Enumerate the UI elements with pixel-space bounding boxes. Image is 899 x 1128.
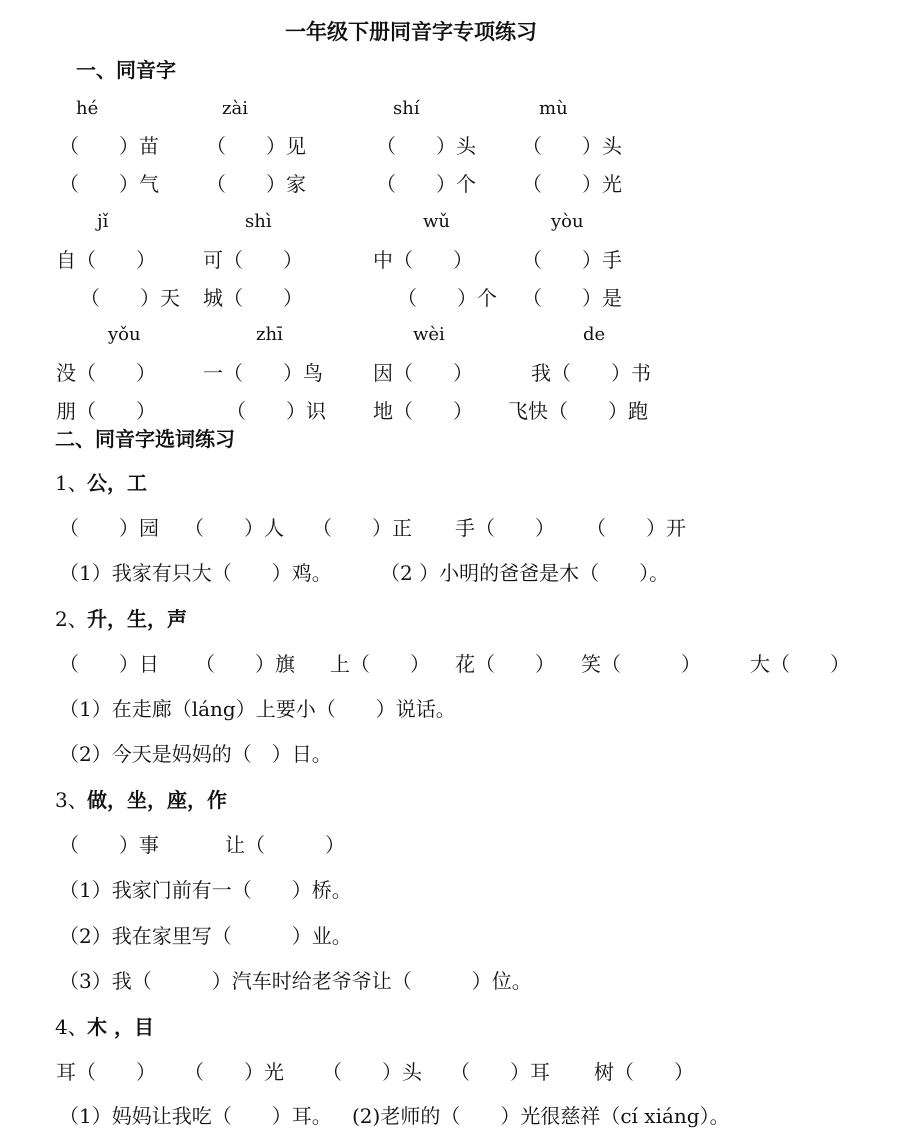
fill-blank-item: 手（ ）	[455, 516, 555, 540]
fill-blank-item: 花（ ）	[455, 652, 555, 676]
sentence: （1）我家有只大（ ）鸡。	[59, 561, 332, 585]
question-number: 3、	[55, 788, 88, 812]
fill-blank-item: （ ）园	[59, 516, 159, 540]
fill-blank-item: 城（ ）	[203, 286, 303, 310]
pinyin: shì	[245, 211, 272, 232]
sentence: （3）我（ ）汽车时给老爷爷让（ ）位。	[59, 969, 532, 993]
fill-blank-item: 我（ ）书	[531, 361, 651, 385]
fill-blank-item: （ ）耳	[450, 1060, 550, 1084]
page-title: 一年级下册同音字专项练习	[285, 20, 537, 44]
fill-blank-item: （ ）手	[522, 248, 622, 272]
sentence: （1）妈妈让我吃（ ）耳。	[59, 1104, 332, 1128]
fill-blank-item: （ ）旗	[195, 652, 295, 676]
fill-blank-item: 上（ ）	[330, 652, 430, 676]
fill-blank-item: （ ）日	[59, 652, 159, 676]
pinyin: hé	[76, 98, 99, 119]
fill-blank-item: （ ）是	[522, 286, 622, 310]
fill-blank-item: （ ）开	[586, 516, 686, 540]
fill-blank-item: （ ）正	[312, 516, 412, 540]
fill-blank-item: 树（ ）	[594, 1060, 694, 1084]
question-chars: 公，工	[87, 471, 147, 495]
question-number: 1、	[55, 471, 88, 495]
pinyin: mù	[539, 98, 568, 119]
pinyin: wǔ	[423, 211, 450, 232]
fill-blank-item: 耳（ ）	[56, 1060, 156, 1084]
fill-blank-item: 可（ ）	[203, 248, 303, 272]
pinyin: de	[583, 324, 606, 345]
fill-blank-item: 大（ ）	[750, 652, 850, 676]
question-chars: 木 ，目	[87, 1015, 154, 1039]
fill-blank-item: 自（ ）	[56, 248, 156, 272]
pinyin: wèi	[413, 324, 445, 345]
fill-blank-item: （ ）个	[376, 172, 476, 196]
fill-blank-item: （ ）光	[184, 1060, 284, 1084]
fill-blank-item: 飞快（ ）跑	[508, 399, 648, 423]
sentence: (2)老师的（ ）光很慈祥（cí xiáng）。	[352, 1104, 730, 1128]
sentence: （2）我在家里写（ ）业。	[59, 924, 352, 948]
fill-blank-item: （ ）头	[522, 134, 622, 158]
question-chars: 升，生，声	[87, 607, 187, 631]
fill-blank-item: （ ）个	[397, 286, 497, 310]
fill-blank-item: 没（ ）	[56, 361, 156, 385]
question-number: 2、	[55, 607, 88, 631]
fill-blank-item: 笑（ ）	[581, 652, 701, 676]
pinyin: yǒu	[108, 324, 141, 345]
pinyin: zài	[222, 98, 248, 119]
fill-blank-item: （ ）事	[59, 833, 159, 857]
fill-blank-item: （ ）苗	[59, 134, 159, 158]
fill-blank-item: 因（ ）	[373, 361, 473, 385]
fill-blank-item: 一（ ）鸟	[203, 361, 323, 385]
fill-blank-item: 地（ ）	[373, 399, 473, 423]
fill-blank-item: （ ）见	[206, 134, 306, 158]
sentence: （1）我家门前有一（ ）桥。	[59, 878, 352, 902]
pinyin: zhī	[256, 324, 283, 345]
fill-blank-item: （ ）天	[80, 286, 180, 310]
section-2-heading: 二、同音字选词练习	[55, 427, 235, 451]
pinyin: shí	[393, 98, 420, 119]
pinyin: jǐ	[97, 211, 109, 232]
fill-blank-item: （ ）头	[322, 1060, 422, 1084]
sentence: （1）在走廊（láng）上要小（ ）说话。	[59, 697, 456, 721]
fill-blank-item: 朋（ ）	[56, 399, 156, 423]
question-chars: 做，坐，座，作	[87, 788, 227, 812]
fill-blank-item: （ ）头	[376, 134, 476, 158]
fill-blank-item: （ ）人	[184, 516, 284, 540]
sentence: （2 ）小明的爸爸是木（ ）。	[380, 561, 670, 585]
sentence: （2）今天是妈妈的（ ）日。	[59, 742, 332, 766]
fill-blank-item: （ ）家	[206, 172, 306, 196]
fill-blank-item: （ ）气	[59, 172, 159, 196]
pinyin: yòu	[551, 211, 584, 232]
fill-blank-item: 中（ ）	[373, 248, 473, 272]
fill-blank-item: （ ）识	[226, 399, 326, 423]
question-number: 4、	[55, 1015, 88, 1039]
section-1-heading: 一、同音字	[76, 58, 176, 82]
fill-blank-item: （ ）光	[522, 172, 622, 196]
fill-blank-item: 让（ ）	[225, 833, 345, 857]
